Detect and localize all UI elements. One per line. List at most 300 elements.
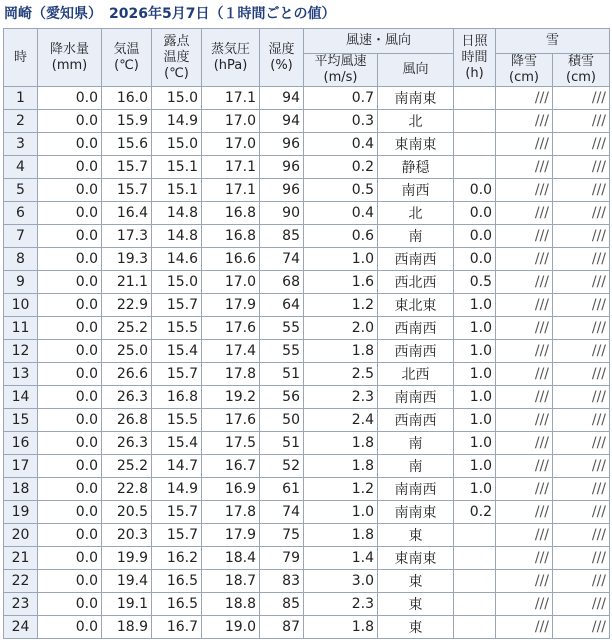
snowfall-cell: /// <box>496 593 553 616</box>
wind-speed-cell: 1.4 <box>304 547 378 570</box>
snowfall-cell: /// <box>496 179 553 202</box>
snow-depth-cell: /// <box>553 501 610 524</box>
vapor-pressure-cell: 18.4 <box>202 547 260 570</box>
hour-cell: 10 <box>4 294 38 317</box>
precipitation-cell: 0.0 <box>38 455 102 478</box>
table-row <box>4 87 610 110</box>
hour-cell: 18 <box>4 478 38 501</box>
sunshine-cell <box>454 133 496 156</box>
temperature-cell: 25.0 <box>102 340 152 363</box>
precipitation-cell: 0.0 <box>38 501 102 524</box>
sunshine-cell: 1.0 <box>454 340 496 363</box>
vapor-pressure-cell: 17.0 <box>202 133 260 156</box>
header-snow: 雪 <box>496 29 610 54</box>
humidity-cell: 52 <box>260 455 304 478</box>
snow-depth-cell: /// <box>553 225 610 248</box>
table-row <box>4 570 610 593</box>
table-row <box>4 202 610 225</box>
snowfall-cell: /// <box>496 432 553 455</box>
table-body <box>4 87 610 639</box>
snow-depth-cell: /// <box>553 156 610 179</box>
temperature-cell: 19.9 <box>102 547 152 570</box>
hour-cell: 20 <box>4 524 38 547</box>
humidity-cell: 75 <box>260 524 304 547</box>
dew-point-cell: 16.2 <box>152 547 202 570</box>
humidity-cell: 85 <box>260 593 304 616</box>
wind-direction-cell: 西北西 <box>378 271 454 294</box>
humidity-cell: 94 <box>260 110 304 133</box>
humidity-cell: 56 <box>260 386 304 409</box>
hour-cell: 3 <box>4 133 38 156</box>
vapor-pressure-cell: 17.6 <box>202 409 260 432</box>
table-row <box>4 478 610 501</box>
hour-cell: 13 <box>4 363 38 386</box>
humidity-cell: 51 <box>260 432 304 455</box>
humidity-cell: 83 <box>260 570 304 593</box>
sunshine-cell: 0.0 <box>454 248 496 271</box>
wind-speed-cell: 0.2 <box>304 156 378 179</box>
table-row <box>4 340 610 363</box>
dew-point-cell: 16.5 <box>152 593 202 616</box>
vapor-pressure-cell: 17.1 <box>202 179 260 202</box>
table-row <box>4 363 610 386</box>
sunshine-cell <box>454 593 496 616</box>
vapor-pressure-cell: 17.8 <box>202 363 260 386</box>
header-snowfall: 降雪 (cm) <box>496 54 553 87</box>
wind-direction-cell: 北 <box>378 110 454 133</box>
vapor-pressure-cell: 17.5 <box>202 432 260 455</box>
precipitation-cell: 0.0 <box>38 271 102 294</box>
hour-cell: 7 <box>4 225 38 248</box>
precipitation-cell: 0.0 <box>38 133 102 156</box>
sunshine-cell: 1.0 <box>454 432 496 455</box>
wind-direction-cell: 南南西 <box>378 386 454 409</box>
dew-point-cell: 15.7 <box>152 363 202 386</box>
humidity-cell: 61 <box>260 478 304 501</box>
wind-direction-cell: 東 <box>378 570 454 593</box>
dew-point-cell: 15.4 <box>152 432 202 455</box>
sunshine-cell: 1.0 <box>454 455 496 478</box>
snow-depth-cell: /// <box>553 363 610 386</box>
hour-cell: 6 <box>4 202 38 225</box>
temperature-cell: 15.7 <box>102 156 152 179</box>
humidity-cell: 96 <box>260 156 304 179</box>
sunshine-cell <box>454 110 496 133</box>
table-row <box>4 386 610 409</box>
vapor-pressure-cell: 18.8 <box>202 593 260 616</box>
wind-direction-cell: 北 <box>378 202 454 225</box>
snow-depth-cell: /// <box>553 386 610 409</box>
temperature-cell: 18.9 <box>102 616 152 639</box>
dew-point-cell: 15.5 <box>152 409 202 432</box>
precipitation-cell: 0.0 <box>38 363 102 386</box>
snowfall-cell: /// <box>496 409 553 432</box>
precipitation-cell: 0.0 <box>38 248 102 271</box>
snow-depth-cell: /// <box>553 133 610 156</box>
table-row <box>4 409 610 432</box>
humidity-cell: 51 <box>260 363 304 386</box>
wind-speed-cell: 2.5 <box>304 363 378 386</box>
snowfall-cell: /// <box>496 294 553 317</box>
precipitation-cell: 0.0 <box>38 386 102 409</box>
precipitation-cell: 0.0 <box>38 409 102 432</box>
vapor-pressure-cell: 16.6 <box>202 248 260 271</box>
wind-direction-cell: 東南東 <box>378 547 454 570</box>
sunshine-cell <box>454 570 496 593</box>
dew-point-cell: 16.5 <box>152 570 202 593</box>
sunshine-cell: 0.5 <box>454 271 496 294</box>
snow-depth-cell: /// <box>553 87 610 110</box>
humidity-cell: 94 <box>260 87 304 110</box>
hour-cell: 15 <box>4 409 38 432</box>
vapor-pressure-cell: 17.0 <box>202 110 260 133</box>
sunshine-cell: 1.0 <box>454 363 496 386</box>
vapor-pressure-cell: 16.9 <box>202 478 260 501</box>
humidity-cell: 64 <box>260 294 304 317</box>
humidity-cell: 55 <box>260 340 304 363</box>
wind-speed-cell: 1.8 <box>304 524 378 547</box>
snowfall-cell: /// <box>496 501 553 524</box>
sunshine-cell <box>454 87 496 110</box>
snow-depth-cell: /// <box>553 547 610 570</box>
hour-cell: 12 <box>4 340 38 363</box>
table-row <box>4 294 610 317</box>
temperature-cell: 15.7 <box>102 179 152 202</box>
table-row <box>4 317 610 340</box>
vapor-pressure-cell: 16.7 <box>202 455 260 478</box>
snowfall-cell: /// <box>496 478 553 501</box>
temperature-cell: 16.0 <box>102 87 152 110</box>
vapor-pressure-cell: 16.8 <box>202 225 260 248</box>
wind-direction-cell: 東 <box>378 524 454 547</box>
wind-speed-cell: 1.0 <box>304 501 378 524</box>
dew-point-cell: 15.7 <box>152 501 202 524</box>
header-snow-depth: 積雪 (cm) <box>553 54 610 87</box>
snow-depth-cell: /// <box>553 478 610 501</box>
precipitation-cell: 0.0 <box>38 478 102 501</box>
header-temperature: 気温 (℃) <box>102 29 152 87</box>
wind-speed-cell: 2.4 <box>304 409 378 432</box>
wind-direction-cell: 西南西 <box>378 340 454 363</box>
snow-depth-cell: /// <box>553 340 610 363</box>
vapor-pressure-cell: 19.2 <box>202 386 260 409</box>
snowfall-cell: /// <box>496 386 553 409</box>
temperature-cell: 26.3 <box>102 432 152 455</box>
dew-point-cell: 15.0 <box>152 133 202 156</box>
snow-depth-cell: /// <box>553 202 610 225</box>
temperature-cell: 20.3 <box>102 524 152 547</box>
wind-direction-cell: 南南東 <box>378 501 454 524</box>
snowfall-cell: /// <box>496 110 553 133</box>
snowfall-cell: /// <box>496 317 553 340</box>
table-row <box>4 248 610 271</box>
precipitation-cell: 0.0 <box>38 317 102 340</box>
table-row <box>4 179 610 202</box>
precipitation-cell: 0.0 <box>38 110 102 133</box>
sunshine-cell <box>454 156 496 179</box>
humidity-cell: 90 <box>260 202 304 225</box>
snowfall-cell: /// <box>496 133 553 156</box>
vapor-pressure-cell: 17.9 <box>202 524 260 547</box>
wind-direction-cell: 南 <box>378 432 454 455</box>
hour-cell: 14 <box>4 386 38 409</box>
snow-depth-cell: /// <box>553 524 610 547</box>
vapor-pressure-cell: 17.4 <box>202 340 260 363</box>
hour-cell: 17 <box>4 455 38 478</box>
header-hour: 時 <box>4 29 38 87</box>
sunshine-cell <box>454 524 496 547</box>
wind-direction-cell: 南 <box>378 225 454 248</box>
wind-direction-cell: 北西 <box>378 363 454 386</box>
dew-point-cell: 15.5 <box>152 317 202 340</box>
snowfall-cell: /// <box>496 248 553 271</box>
sunshine-cell: 0.0 <box>454 179 496 202</box>
snow-depth-cell: /// <box>553 271 610 294</box>
precipitation-cell: 0.0 <box>38 616 102 639</box>
header-wind: 風速・風向 <box>304 29 454 54</box>
snowfall-cell: /// <box>496 156 553 179</box>
temperature-cell: 19.3 <box>102 248 152 271</box>
precipitation-cell: 0.0 <box>38 593 102 616</box>
dew-point-cell: 15.7 <box>152 294 202 317</box>
header-sunshine: 日照 時間 (h) <box>454 29 496 87</box>
sunshine-cell <box>454 616 496 639</box>
humidity-cell: 96 <box>260 133 304 156</box>
wind-speed-cell: 0.6 <box>304 225 378 248</box>
dew-point-cell: 14.7 <box>152 455 202 478</box>
snow-depth-cell: /// <box>553 294 610 317</box>
header-humidity: 湿度 (%) <box>260 29 304 87</box>
hour-cell: 4 <box>4 156 38 179</box>
wind-speed-cell: 2.0 <box>304 317 378 340</box>
precipitation-cell: 0.0 <box>38 87 102 110</box>
hour-cell: 22 <box>4 570 38 593</box>
temperature-cell: 17.3 <box>102 225 152 248</box>
wind-speed-cell: 0.4 <box>304 133 378 156</box>
dew-point-cell: 16.7 <box>152 616 202 639</box>
dew-point-cell: 14.8 <box>152 202 202 225</box>
sunshine-cell <box>454 547 496 570</box>
hour-cell: 8 <box>4 248 38 271</box>
wind-direction-cell: 西南西 <box>378 248 454 271</box>
table-row <box>4 133 610 156</box>
snow-depth-cell: /// <box>553 317 610 340</box>
precipitation-cell: 0.0 <box>38 524 102 547</box>
wind-direction-cell: 静穏 <box>378 156 454 179</box>
sunshine-cell: 0.2 <box>454 501 496 524</box>
vapor-pressure-cell: 17.0 <box>202 271 260 294</box>
wind-direction-cell: 南西 <box>378 179 454 202</box>
snowfall-cell: /// <box>496 202 553 225</box>
hour-cell: 23 <box>4 593 38 616</box>
sunshine-cell: 1.0 <box>454 409 496 432</box>
header-wind-speed: 平均風速 (m/s) <box>304 54 378 87</box>
dew-point-cell: 15.1 <box>152 179 202 202</box>
table-row <box>4 432 610 455</box>
precipitation-cell: 0.0 <box>38 202 102 225</box>
snowfall-cell: /// <box>496 616 553 639</box>
header-dew-point: 露点 温度 (℃) <box>152 29 202 87</box>
snow-depth-cell: /// <box>553 110 610 133</box>
wind-speed-cell: 0.7 <box>304 87 378 110</box>
dew-point-cell: 15.0 <box>152 271 202 294</box>
wind-speed-cell: 1.2 <box>304 478 378 501</box>
wind-speed-cell: 0.4 <box>304 202 378 225</box>
snow-depth-cell: /// <box>553 248 610 271</box>
vapor-pressure-cell: 17.8 <box>202 501 260 524</box>
snow-depth-cell: /// <box>553 616 610 639</box>
snowfall-cell: /// <box>496 87 553 110</box>
humidity-cell: 68 <box>260 271 304 294</box>
dew-point-cell: 14.9 <box>152 110 202 133</box>
hour-cell: 19 <box>4 501 38 524</box>
temperature-cell: 16.4 <box>102 202 152 225</box>
vapor-pressure-cell: 19.0 <box>202 616 260 639</box>
humidity-cell: 50 <box>260 409 304 432</box>
temperature-cell: 26.8 <box>102 409 152 432</box>
header-wind-direction: 風向 <box>378 54 454 87</box>
table-row <box>4 547 610 570</box>
precipitation-cell: 0.0 <box>38 570 102 593</box>
sunshine-cell: 1.0 <box>454 317 496 340</box>
wind-speed-cell: 1.8 <box>304 616 378 639</box>
vapor-pressure-cell: 16.8 <box>202 202 260 225</box>
hourly-weather-table <box>3 28 610 639</box>
wind-speed-cell: 1.0 <box>304 248 378 271</box>
temperature-cell: 26.3 <box>102 386 152 409</box>
wind-speed-cell: 2.3 <box>304 386 378 409</box>
header-vapor-pressure: 蒸気圧 (hPa) <box>202 29 260 87</box>
wind-direction-cell: 西南西 <box>378 317 454 340</box>
hour-cell: 2 <box>4 110 38 133</box>
humidity-cell: 96 <box>260 179 304 202</box>
table-row <box>4 501 610 524</box>
wind-speed-cell: 1.8 <box>304 432 378 455</box>
page-title: 岡崎（愛知県） 2026年5月7日（１時間ごとの値） <box>4 6 336 22</box>
hour-cell: 9 <box>4 271 38 294</box>
vapor-pressure-cell: 17.9 <box>202 294 260 317</box>
dew-point-cell: 14.9 <box>152 478 202 501</box>
precipitation-cell: 0.0 <box>38 432 102 455</box>
wind-speed-cell: 1.8 <box>304 455 378 478</box>
wind-direction-cell: 東南東 <box>378 133 454 156</box>
wind-direction-cell: 西南西 <box>378 409 454 432</box>
sunshine-cell: 1.0 <box>454 294 496 317</box>
hour-cell: 5 <box>4 179 38 202</box>
temperature-cell: 25.2 <box>102 317 152 340</box>
temperature-cell: 21.1 <box>102 271 152 294</box>
wind-speed-cell: 2.3 <box>304 593 378 616</box>
table-row <box>4 156 610 179</box>
snowfall-cell: /// <box>496 225 553 248</box>
dew-point-cell: 15.0 <box>152 87 202 110</box>
dew-point-cell: 14.6 <box>152 248 202 271</box>
header-precipitation: 降水量 (mm) <box>38 29 102 87</box>
wind-speed-cell: 3.0 <box>304 570 378 593</box>
temperature-cell: 25.2 <box>102 455 152 478</box>
wind-speed-cell: 0.3 <box>304 110 378 133</box>
dew-point-cell: 14.8 <box>152 225 202 248</box>
humidity-cell: 85 <box>260 225 304 248</box>
snow-depth-cell: /// <box>553 570 610 593</box>
precipitation-cell: 0.0 <box>38 179 102 202</box>
temperature-cell: 19.1 <box>102 593 152 616</box>
precipitation-cell: 0.0 <box>38 340 102 363</box>
snowfall-cell: /// <box>496 363 553 386</box>
precipitation-cell: 0.0 <box>38 225 102 248</box>
wind-direction-cell: 南南西 <box>378 478 454 501</box>
sunshine-cell: 1.0 <box>454 386 496 409</box>
humidity-cell: 87 <box>260 616 304 639</box>
table-row <box>4 271 610 294</box>
snowfall-cell: /// <box>496 524 553 547</box>
wind-direction-cell: 東 <box>378 616 454 639</box>
temperature-cell: 20.5 <box>102 501 152 524</box>
snow-depth-cell: /// <box>553 593 610 616</box>
temperature-cell: 19.4 <box>102 570 152 593</box>
humidity-cell: 55 <box>260 317 304 340</box>
wind-direction-cell: 東北東 <box>378 294 454 317</box>
precipitation-cell: 0.0 <box>38 156 102 179</box>
dew-point-cell: 16.8 <box>152 386 202 409</box>
wind-speed-cell: 1.8 <box>304 340 378 363</box>
hour-cell: 11 <box>4 317 38 340</box>
table-row <box>4 110 610 133</box>
vapor-pressure-cell: 17.1 <box>202 156 260 179</box>
humidity-cell: 79 <box>260 547 304 570</box>
wind-direction-cell: 南南東 <box>378 87 454 110</box>
hour-cell: 16 <box>4 432 38 455</box>
vapor-pressure-cell: 18.7 <box>202 570 260 593</box>
table-row <box>4 225 610 248</box>
temperature-cell: 15.9 <box>102 110 152 133</box>
snow-depth-cell: /// <box>553 432 610 455</box>
dew-point-cell: 15.4 <box>152 340 202 363</box>
table-row <box>4 616 610 639</box>
humidity-cell: 74 <box>260 248 304 271</box>
snowfall-cell: /// <box>496 547 553 570</box>
wind-speed-cell: 1.6 <box>304 271 378 294</box>
sunshine-cell: 0.0 <box>454 202 496 225</box>
snowfall-cell: /// <box>496 570 553 593</box>
table-row <box>4 455 610 478</box>
wind-speed-cell: 0.5 <box>304 179 378 202</box>
temperature-cell: 22.9 <box>102 294 152 317</box>
sunshine-cell: 0.0 <box>454 225 496 248</box>
vapor-pressure-cell: 17.1 <box>202 87 260 110</box>
wind-direction-cell: 南 <box>378 455 454 478</box>
snow-depth-cell: /// <box>553 455 610 478</box>
snowfall-cell: /// <box>496 271 553 294</box>
vapor-pressure-cell: 17.6 <box>202 317 260 340</box>
temperature-cell: 15.6 <box>102 133 152 156</box>
table-row <box>4 524 610 547</box>
snowfall-cell: /// <box>496 340 553 363</box>
snow-depth-cell: /// <box>553 409 610 432</box>
hour-cell: 24 <box>4 616 38 639</box>
precipitation-cell: 0.0 <box>38 547 102 570</box>
hour-cell: 1 <box>4 87 38 110</box>
table-row <box>4 593 610 616</box>
temperature-cell: 26.6 <box>102 363 152 386</box>
temperature-cell: 22.8 <box>102 478 152 501</box>
dew-point-cell: 15.1 <box>152 156 202 179</box>
snow-depth-cell: /// <box>553 179 610 202</box>
humidity-cell: 74 <box>260 501 304 524</box>
sunshine-cell: 1.0 <box>454 478 496 501</box>
snowfall-cell: /// <box>496 455 553 478</box>
precipitation-cell: 0.0 <box>38 294 102 317</box>
